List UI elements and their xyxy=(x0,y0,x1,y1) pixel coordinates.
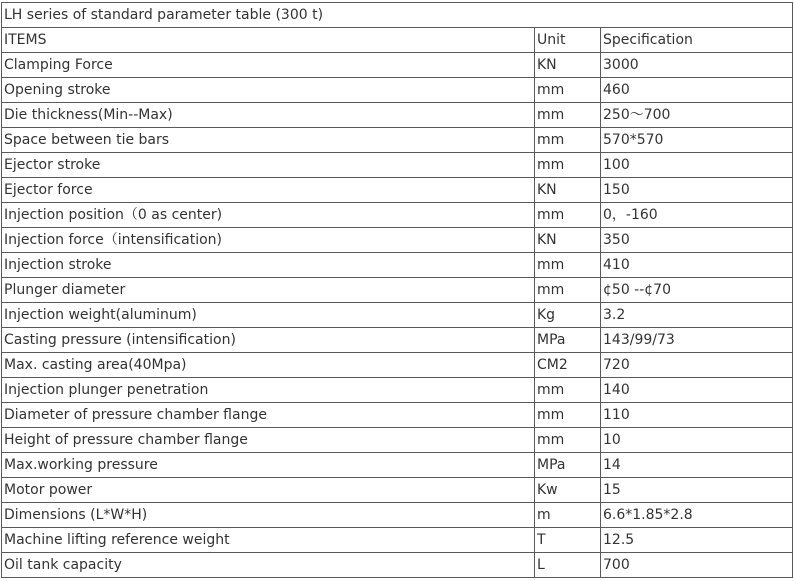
cell-specification: 700 xyxy=(601,553,793,578)
cell-item: Plunger diameter xyxy=(2,278,535,303)
cell-specification: 460 xyxy=(601,78,793,103)
header-specification: Specification xyxy=(601,28,793,53)
cell-specification: 12.5 xyxy=(601,528,793,553)
cell-unit: Kw xyxy=(535,478,601,503)
cell-unit: T xyxy=(535,528,601,553)
cell-specification: ¢50 --¢70 xyxy=(601,278,793,303)
cell-unit: mm xyxy=(535,428,601,453)
table-row xyxy=(2,453,793,478)
cell-specification: 350 xyxy=(601,228,793,253)
table-row xyxy=(2,528,793,553)
table-row xyxy=(2,253,793,278)
table-row xyxy=(2,403,793,428)
cell-specification: 110 xyxy=(601,403,793,428)
cell-specification: 14 xyxy=(601,453,793,478)
cell-item: Injection weight(aluminum) xyxy=(2,303,535,328)
table-row xyxy=(2,178,793,203)
table-title-row xyxy=(2,3,793,28)
cell-specification: 3000 xyxy=(601,53,793,78)
cell-item: Injection plunger penetration xyxy=(2,378,535,403)
cell-specification: 570*570 xyxy=(601,128,793,153)
cell-item: Casting pressure (intensification) xyxy=(2,328,535,353)
cell-unit: mm xyxy=(535,153,601,178)
table-row xyxy=(2,428,793,453)
cell-item: Height of pressure chamber flange xyxy=(2,428,535,453)
table-row xyxy=(2,503,793,528)
cell-item: Injection stroke xyxy=(2,253,535,278)
cell-item: Max.working pressure xyxy=(2,453,535,478)
cell-specification: 3.2 xyxy=(601,303,793,328)
table-row xyxy=(2,328,793,353)
cell-specification: 140 xyxy=(601,378,793,403)
cell-specification: 6.6*1.85*2.8 xyxy=(601,503,793,528)
table-row xyxy=(2,203,793,228)
parameter-table-container xyxy=(1,2,793,578)
header-items: ITEMS xyxy=(2,28,535,53)
table-row xyxy=(2,278,793,303)
cell-specification: 0，-160 xyxy=(601,203,793,228)
table-row xyxy=(2,103,793,128)
cell-unit: KN xyxy=(535,228,601,253)
cell-specification: 10 xyxy=(601,428,793,453)
cell-specification: 410 xyxy=(601,253,793,278)
cell-item: Max. casting area(40Mpa) xyxy=(2,353,535,378)
cell-unit: mm xyxy=(535,203,601,228)
table-row xyxy=(2,78,793,103)
table-row xyxy=(2,378,793,403)
cell-unit: MPa xyxy=(535,453,601,478)
cell-item: Motor power xyxy=(2,478,535,503)
cell-item: Injection position（0 as center) xyxy=(2,203,535,228)
cell-unit: KN xyxy=(535,53,601,78)
cell-item: Dimensions (L*W*H) xyxy=(2,503,535,528)
cell-specification: 143/99/73 xyxy=(601,328,793,353)
header-unit: Unit xyxy=(535,28,601,53)
parameter-table xyxy=(1,2,793,578)
cell-unit: CM2 xyxy=(535,353,601,378)
table-title: LH series of standard parameter table (300 t) xyxy=(2,3,793,28)
table-header-row xyxy=(2,28,793,53)
table-row xyxy=(2,128,793,153)
cell-item: Injection force（intensification) xyxy=(2,228,535,253)
cell-unit: mm xyxy=(535,378,601,403)
cell-item: Die thickness(Min--Max) xyxy=(2,103,535,128)
cell-unit: mm xyxy=(535,278,601,303)
cell-unit: mm xyxy=(535,78,601,103)
table-row xyxy=(2,478,793,503)
cell-item: Oil tank capacity xyxy=(2,553,535,578)
cell-unit: mm xyxy=(535,128,601,153)
cell-item: Machine lifting reference weight xyxy=(2,528,535,553)
cell-item: Clamping Force xyxy=(2,53,535,78)
table-row xyxy=(2,153,793,178)
cell-item: Space between tie bars xyxy=(2,128,535,153)
cell-item: Ejector stroke xyxy=(2,153,535,178)
cell-unit: Kg xyxy=(535,303,601,328)
table-row xyxy=(2,228,793,253)
cell-item: Diameter of pressure chamber flange xyxy=(2,403,535,428)
cell-specification: 100 xyxy=(601,153,793,178)
table-row xyxy=(2,53,793,78)
cell-item: Opening stroke xyxy=(2,78,535,103)
cell-unit: MPa xyxy=(535,328,601,353)
cell-unit: mm xyxy=(535,103,601,128)
cell-specification: 250～700 xyxy=(601,103,793,128)
table-row xyxy=(2,303,793,328)
cell-specification: 15 xyxy=(601,478,793,503)
cell-unit: KN xyxy=(535,178,601,203)
cell-unit: mm xyxy=(535,403,601,428)
cell-unit: m xyxy=(535,503,601,528)
cell-item: Ejector force xyxy=(2,178,535,203)
table-row xyxy=(2,353,793,378)
cell-unit: L xyxy=(535,553,601,578)
cell-specification: 720 xyxy=(601,353,793,378)
table-row xyxy=(2,553,793,578)
cell-unit: mm xyxy=(535,253,601,278)
cell-specification: 150 xyxy=(601,178,793,203)
